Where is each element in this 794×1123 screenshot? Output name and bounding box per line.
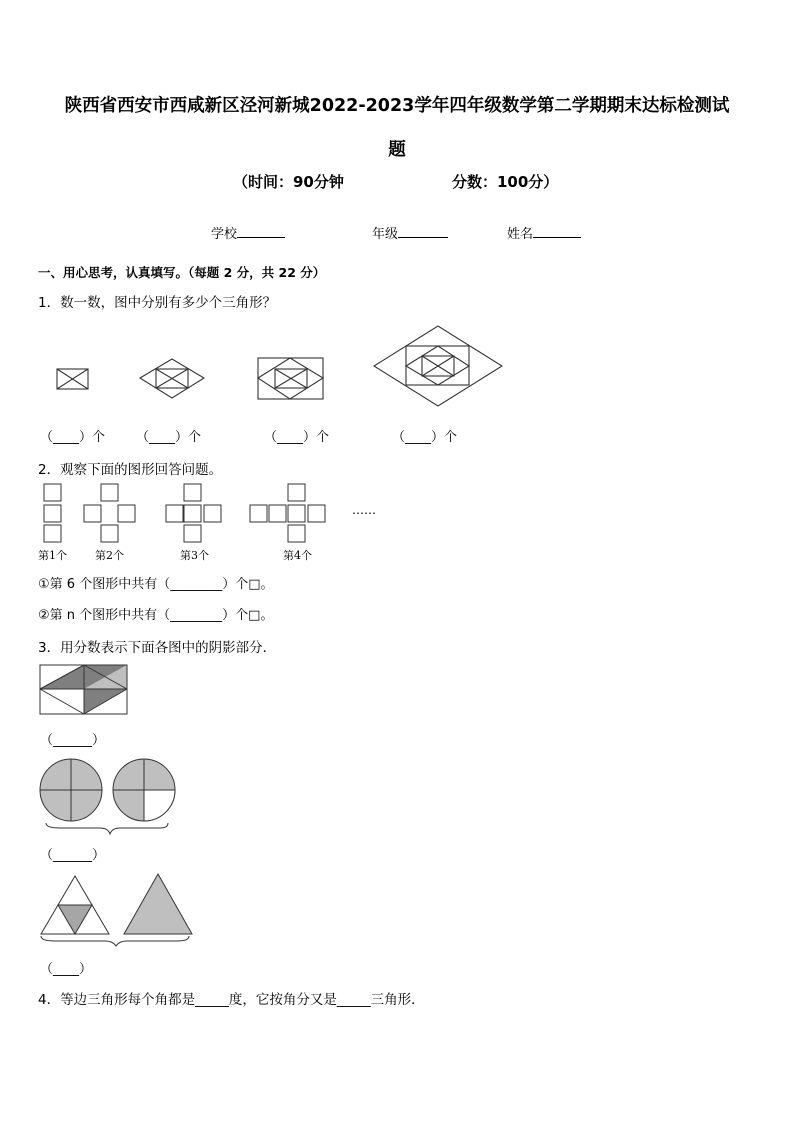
q1-answer-4[interactable]: （____）个 <box>392 430 458 445</box>
q2-label-3: 第3个 <box>180 549 209 562</box>
q2-sub-1[interactable]: ①第 6 个图形中共有（________）个□。 <box>38 577 274 592</box>
q1-answer-1[interactable]: （____）个 <box>40 430 106 445</box>
q1-answer-3[interactable]: （____）个 <box>264 430 330 445</box>
title-line-1: 陕西省西安市西咸新区泾河新城2022-2023学年四年级数学第二学期期末达标检测试 <box>64 96 730 116</box>
q3-triangles-figure <box>41 874 192 946</box>
q2-sub-2[interactable]: ②第 n 个图形中共有（________）个□。 <box>38 608 274 623</box>
q3-answer-2[interactable]: （______） <box>40 848 106 863</box>
question-1: 1．数一数，图中分别有多少个三角形？ <box>38 295 277 311</box>
question-3: 3．用分数表示下面各图中的阴影部分． <box>38 640 277 656</box>
q1-answer-2[interactable]: （____）个 <box>136 430 202 445</box>
name-label: 姓名 <box>507 227 534 242</box>
q3-answer-3[interactable]: （____） <box>40 962 93 977</box>
q2-label-4: 第4个 <box>283 549 312 562</box>
question-2: 2．观察下面的图形回答问题。 <box>38 462 223 478</box>
question-4[interactable]: 4．等边三角形每个角都是_____度，它按角分又是_____三角形． <box>38 992 425 1008</box>
q3-rectangle-figure <box>40 665 127 714</box>
school-label: 学校 <box>211 227 238 242</box>
q3-circles-figure <box>40 759 175 834</box>
title-line-2: 题 <box>388 140 406 160</box>
section-heading: 一、用心思考，认真填写。（每题 2 分，共 22 分） <box>38 265 326 280</box>
exam-time: （时间：90分钟 <box>233 173 344 191</box>
q3-answer-1[interactable]: （______） <box>40 733 106 748</box>
exam-score: 分数：100分） <box>452 173 559 191</box>
q2-label-1: 第1个 <box>38 549 67 562</box>
q2-label-2: 第2个 <box>95 549 124 562</box>
q2-ellipsis: …… <box>352 503 376 517</box>
grade-label: 年级 <box>372 227 399 242</box>
